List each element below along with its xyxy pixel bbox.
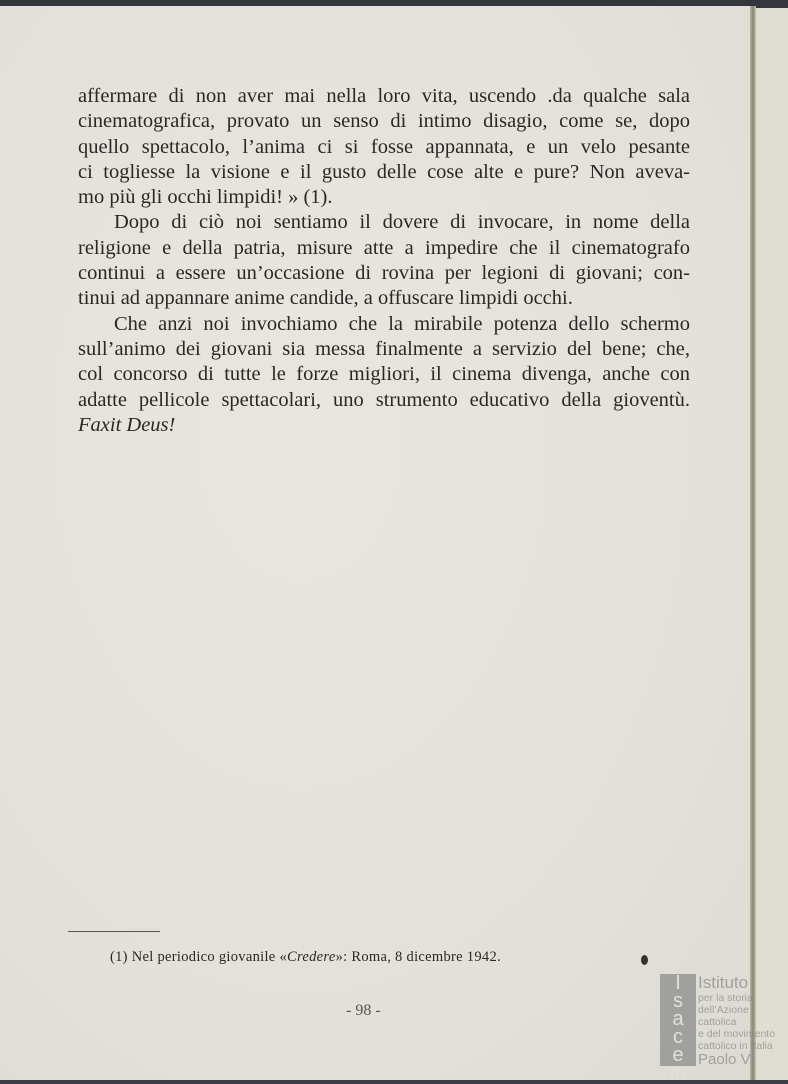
watermark-monogram: I s a c e m xyxy=(660,974,696,1066)
text-line: tinui ad appannare anime candide, a offuscare limpidi occhi. xyxy=(78,287,573,310)
body-text xyxy=(78,84,690,438)
watermark-line: per la storia xyxy=(698,992,753,1004)
text-line: Che anzi noi invochiamo che la mirabile potenza dello schermo xyxy=(114,312,690,335)
watermark-line: Istituto xyxy=(698,973,749,992)
text-line: Dopo di ciò noi sentiamo il dovere di invocare, in nome della xyxy=(114,211,690,234)
text-line: affermare di non aver mai nella loro vita, uscendo .da qualche sala xyxy=(78,85,690,107)
text-line: religione e della patria, misure atte a impedire che il cinematografo xyxy=(78,236,690,259)
text-line: adatte pellicole spettacolari, uno strumento educativo della gioventù. xyxy=(78,388,690,411)
footnote-rule xyxy=(68,931,160,932)
footnote-suffix: »: Roma, 8 dicembre 1942. xyxy=(335,949,501,965)
page-number: - 98 - xyxy=(346,1002,381,1019)
isacem-watermark-logo xyxy=(660,972,784,1084)
footnote-prefix: (1) Nel periodico giovanile « xyxy=(110,949,288,965)
text-line: continui a essere un’occasione di rovina per legioni di giovani; con- xyxy=(78,262,690,285)
adjacent-page-edge xyxy=(756,8,788,1080)
watermark-line: Paolo VI xyxy=(698,1051,755,1068)
text-line: quello spettacolo, l’anima ci si fosse appannata, e un velo pesante xyxy=(78,135,690,158)
footnote xyxy=(110,949,501,966)
ink-blot xyxy=(641,955,648,965)
footnote-title: Credere xyxy=(287,949,336,965)
text-line: col concorso di tutte le forze migliori, il cinema divenga, anche con xyxy=(78,363,690,386)
watermark-line: e del movimento xyxy=(698,1028,776,1040)
closing-line: Faxit Deus! xyxy=(78,413,176,436)
text-line: mo più gli occhi limpidi! » (1). xyxy=(78,186,333,209)
watermark-line: dell’Azione cattolica xyxy=(698,1004,749,1028)
watermark-line: cattolico in Italia xyxy=(698,1040,773,1052)
text-line: sull’animo dei giovani sia messa finalmente a servizio del bene; che, xyxy=(78,337,690,360)
watermark-text xyxy=(698,974,784,1068)
text-line: ci togliesse la visione e il gusto delle cose alte e pure? Non aveva- xyxy=(78,160,690,183)
text-line: cinematografica, provato un senso di intimo disagio, come se, dopo xyxy=(78,110,690,133)
